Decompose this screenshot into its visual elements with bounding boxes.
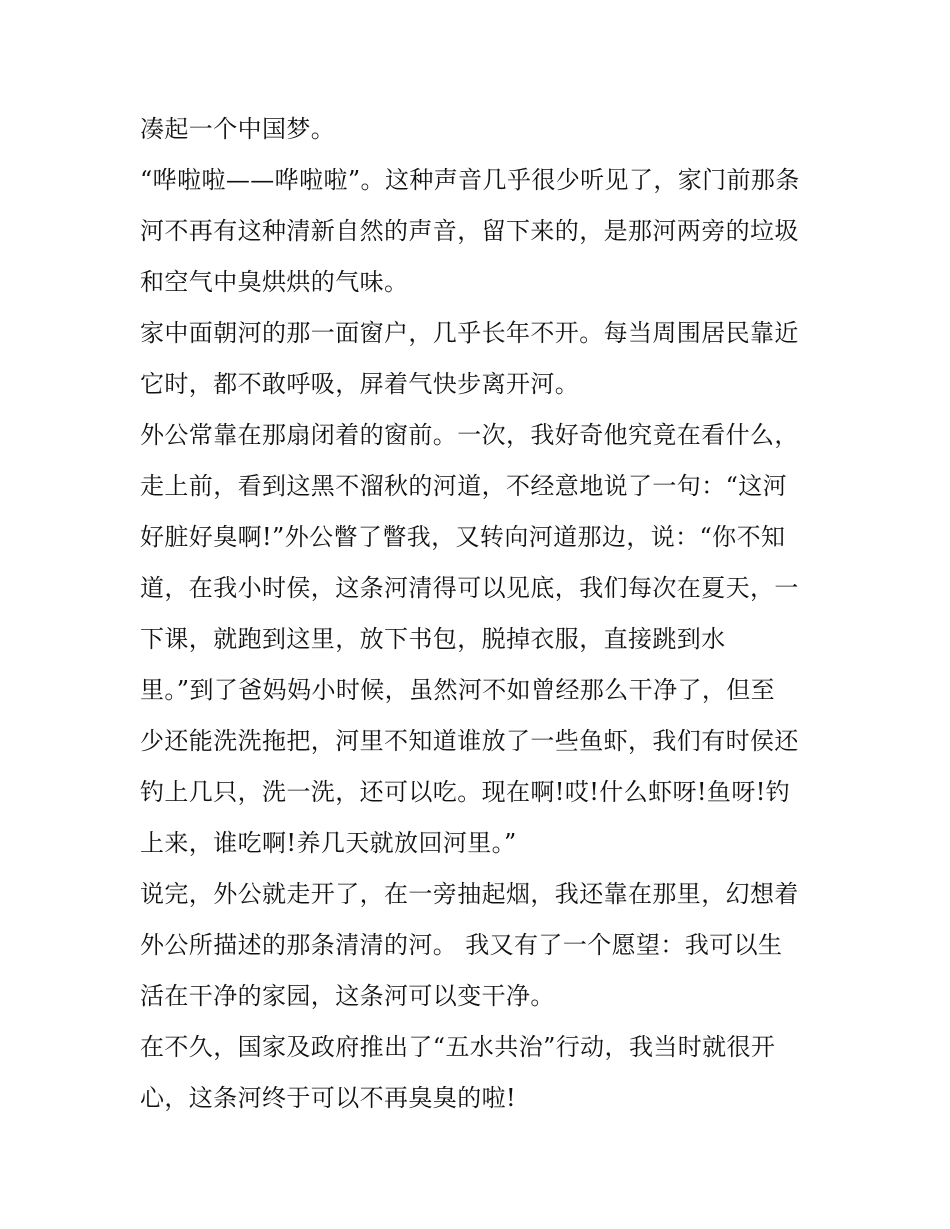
text-line: 河不再有这种清新自然的声音，留下来的，是那河两旁的垃圾: [140, 217, 799, 245]
text-line: 在不久，国家及政府推出了“五水共治”行动，我当时就很开: [140, 1033, 776, 1061]
text-line: 外公常靠在那扇闭着的窗前。一次，我好奇他究竟在看什么，: [140, 421, 799, 449]
text-line: 上来，谁吃啊!养几天就放回河里。”: [140, 829, 517, 857]
text-line: 好脏好臭啊!”外公瞥了瞥我，又转向河道那边，说：“你不知: [140, 523, 786, 551]
text-line: 下课，就跑到这里，放下书包，脱掉衣服，直接跳到水: [140, 625, 726, 653]
text-line: 活在干净的家园，这条河可以变干净。: [140, 982, 555, 1010]
text-line: 走上前，看到这黑不溜秋的河道，不经意地说了一句：“这河: [140, 472, 788, 500]
text-line: 钓上几只，洗一洗，还可以吃。现在啊!哎!什么虾呀!鱼呀!钓: [140, 778, 791, 806]
text-line: 家中面朝河的那一面窗户，几乎长年不开。每当周围居民靠近: [140, 319, 799, 347]
text-line: “哗啦啦——哗啦啦”。这种声音几乎很少听见了，家门前那条: [140, 166, 800, 194]
text-line: 道，在我小时侯，这条河清得可以见底，我们每次在夏天，一: [140, 574, 799, 602]
text-line: 少还能洗洗拖把，河里不知道谁放了一些鱼虾，我们有时侯还: [140, 727, 799, 755]
text-line: 它时，都不敢呼吸，屏着气快步离开河。: [140, 370, 580, 398]
text-line: 和空气中臭烘烘的气味。: [140, 268, 409, 296]
text-line: 心，这条河终于可以不再臭臭的啦!: [140, 1084, 517, 1112]
body-text: [140, 109, 820, 1129]
text-line: 凑起一个中国梦。: [140, 115, 336, 143]
text-line: 外公所描述的那条清清的河。 我又有了一个愿望：我可以生: [140, 931, 783, 959]
text-line: 说完，外公就走开了，在一旁抽起烟，我还靠在那里，幻想着: [140, 880, 799, 908]
text-line: 里。”到了爸妈妈小时候，虽然河不如曾经那么干净了，但至: [140, 676, 776, 704]
